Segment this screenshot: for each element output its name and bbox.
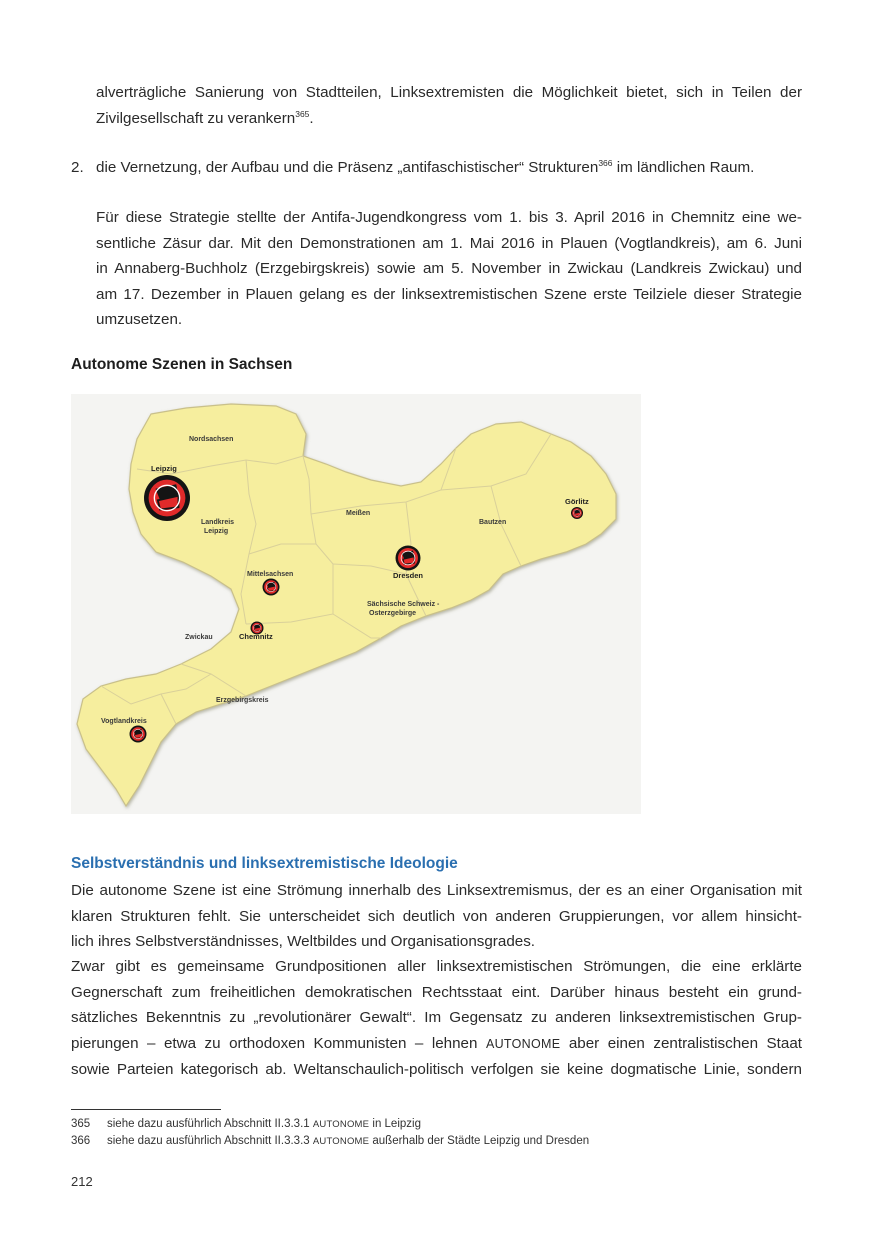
region-nordsachsen: Nordsachsen <box>189 436 234 443</box>
saxony-map <box>71 394 641 814</box>
city-dresden: Dresden <box>393 571 424 580</box>
footnote-365 <box>71 1118 421 1130</box>
text-line: klaren Strukturen fehlt. Sie unterscheidet sich deutlich von anderen Gruppierungen, vor allem hinsicht- <box>71 907 802 925</box>
region-bautzen: Bautzen <box>479 519 507 526</box>
map-heading: Autonome Szenen in Sachsen <box>71 356 293 373</box>
text-line: Für diese Strategie stellte der Antifa-Jugendkongress vom 1. bis 3. April 2016 in Chemnitz eine we- <box>96 209 802 226</box>
footnote-rule <box>71 1109 221 1110</box>
text-line <box>71 1031 802 1058</box>
text-line: in Annaberg-Buchholz (Erzgebirgskreis) sowie am 5. November in Zwickau (Landkreis Zwickau) und <box>96 260 802 277</box>
region-saechsische-schweiz-2: Osterzgebirge <box>369 610 417 617</box>
footnote-number: 366 <box>71 1135 91 1147</box>
footnote-ref-365[interactable]: 365 <box>295 108 310 119</box>
antifa-marker-vogtlandkreis <box>130 726 147 743</box>
text-span: im ländlichen Raum. <box>612 159 755 176</box>
footnote-text: siehe dazu ausführlich Abschnitt II.3.3.3 <box>107 1135 313 1147</box>
saxony-map-svg <box>71 394 641 814</box>
region-vogtlandkreis: Vogtlandkreis <box>101 718 147 725</box>
small-caps-term: AUTONOME <box>485 1036 561 1051</box>
footnote-ref-366[interactable]: 366 <box>598 158 613 168</box>
text-line: lich ihres Selbstverständnisses, Weltbildes und Organisationsgrades. <box>71 933 536 950</box>
text-line: sowie Parteien kategorisch ab. Weltanschaulich-politisch verfolgen sie keine dogmatische Linie, sondern <box>71 1061 802 1078</box>
list-item-2 <box>71 155 802 181</box>
page-number: 212 <box>71 1174 93 1189</box>
region-zwickau: Zwickau <box>185 634 213 641</box>
text-line: Die autonome Szene ist eine Strömung innerhalb des Linksextremismus, der es an einer Organisation mit <box>71 882 802 899</box>
small-caps-term: AUTONOME <box>312 1119 370 1130</box>
text-span: pierungen – etwa zu orthodoxen Kommunisten – lehnen <box>71 1034 486 1052</box>
region-erzgebirgskreis: Erzgebirgskreis <box>216 697 269 704</box>
text-line: alverträgliche Sanierung von Stadtteilen, Linksextremisten die Möglichkeit bietet, sich in Teilen der <box>96 84 802 101</box>
text-line: am 17. Dezember in Plauen gelang es der linksextremistischen Szene erste Teilziele dieser Strategie <box>96 285 802 303</box>
section-heading: Selbstverständnis und linksextremistische Ideologie <box>71 855 458 872</box>
city-chemnitz: Chemnitz <box>239 632 273 641</box>
text-line: sentliche Zäsur dar. Mit den Demonstrationen am 1. Mai 2016 in Plauen (Vogtlandkreis), am 6. Juni <box>96 234 802 252</box>
antifa-marker-dresden <box>396 546 421 571</box>
small-caps-term: AUTONOME <box>312 1136 370 1147</box>
city-leipzig: Leipzig <box>151 464 177 473</box>
text-line: Gegnerschaft zum freiheitlichen demokratischen Rechtsstaat eint. Darüber hinaus besteht ein grund- <box>71 983 802 1001</box>
text-span: Zivilgesellschaft zu verankern <box>96 109 296 127</box>
city-goerlitz: Görlitz <box>565 497 589 506</box>
region-meissen: Meißen <box>346 510 371 517</box>
list-number: 2. <box>71 159 84 176</box>
footnote-366 <box>71 1135 589 1147</box>
footnote-text: in Leipzig <box>369 1118 421 1130</box>
region-mittelsachsen: Mittelsachsen <box>247 571 294 578</box>
paragraph-ideology <box>71 954 802 1083</box>
paragraph-autonome-scene <box>71 878 802 955</box>
text-line: umzusetzen. <box>96 311 183 328</box>
footnote-text: außerhalb der Städte Leipzig und Dresden <box>369 1135 590 1147</box>
region-landkreis-leipzig-2: Leipzig <box>204 528 229 535</box>
region-landkreis-leipzig-1: Landkreis <box>201 519 235 526</box>
text-span: die Vernetzung, der Aufbau und die Präsenz „antifaschistischer“ Strukturen <box>96 159 599 176</box>
text-line: Zwar gibt es gemeinsame Grundpositionen aller linksextremistischen Strömungen, die eine erklärte <box>71 958 802 975</box>
text-line: sätzliches Bekenntnis zu „revolutionärer Gewalt“. Im Gegensatz zu anderen linksextremistischen Grup- <box>71 1009 802 1026</box>
paragraph-continued <box>96 80 802 131</box>
antifa-marker-goerlitz <box>571 507 583 519</box>
text-line <box>71 155 802 181</box>
text-line <box>96 106 802 132</box>
text-span: aber einen zentralistischen Staat <box>560 1034 802 1052</box>
text-span: . <box>309 109 314 127</box>
antifa-marker-mittelsachsen <box>263 579 280 596</box>
footnote-number: 365 <box>71 1118 91 1130</box>
paragraph-strategy <box>96 205 802 333</box>
region-saechsische-schweiz-1: Sächsische Schweiz - <box>367 601 440 608</box>
antifa-marker-leipzig <box>144 475 190 521</box>
footnote-text: siehe dazu ausführlich Abschnitt II.3.3.1 <box>107 1118 313 1130</box>
